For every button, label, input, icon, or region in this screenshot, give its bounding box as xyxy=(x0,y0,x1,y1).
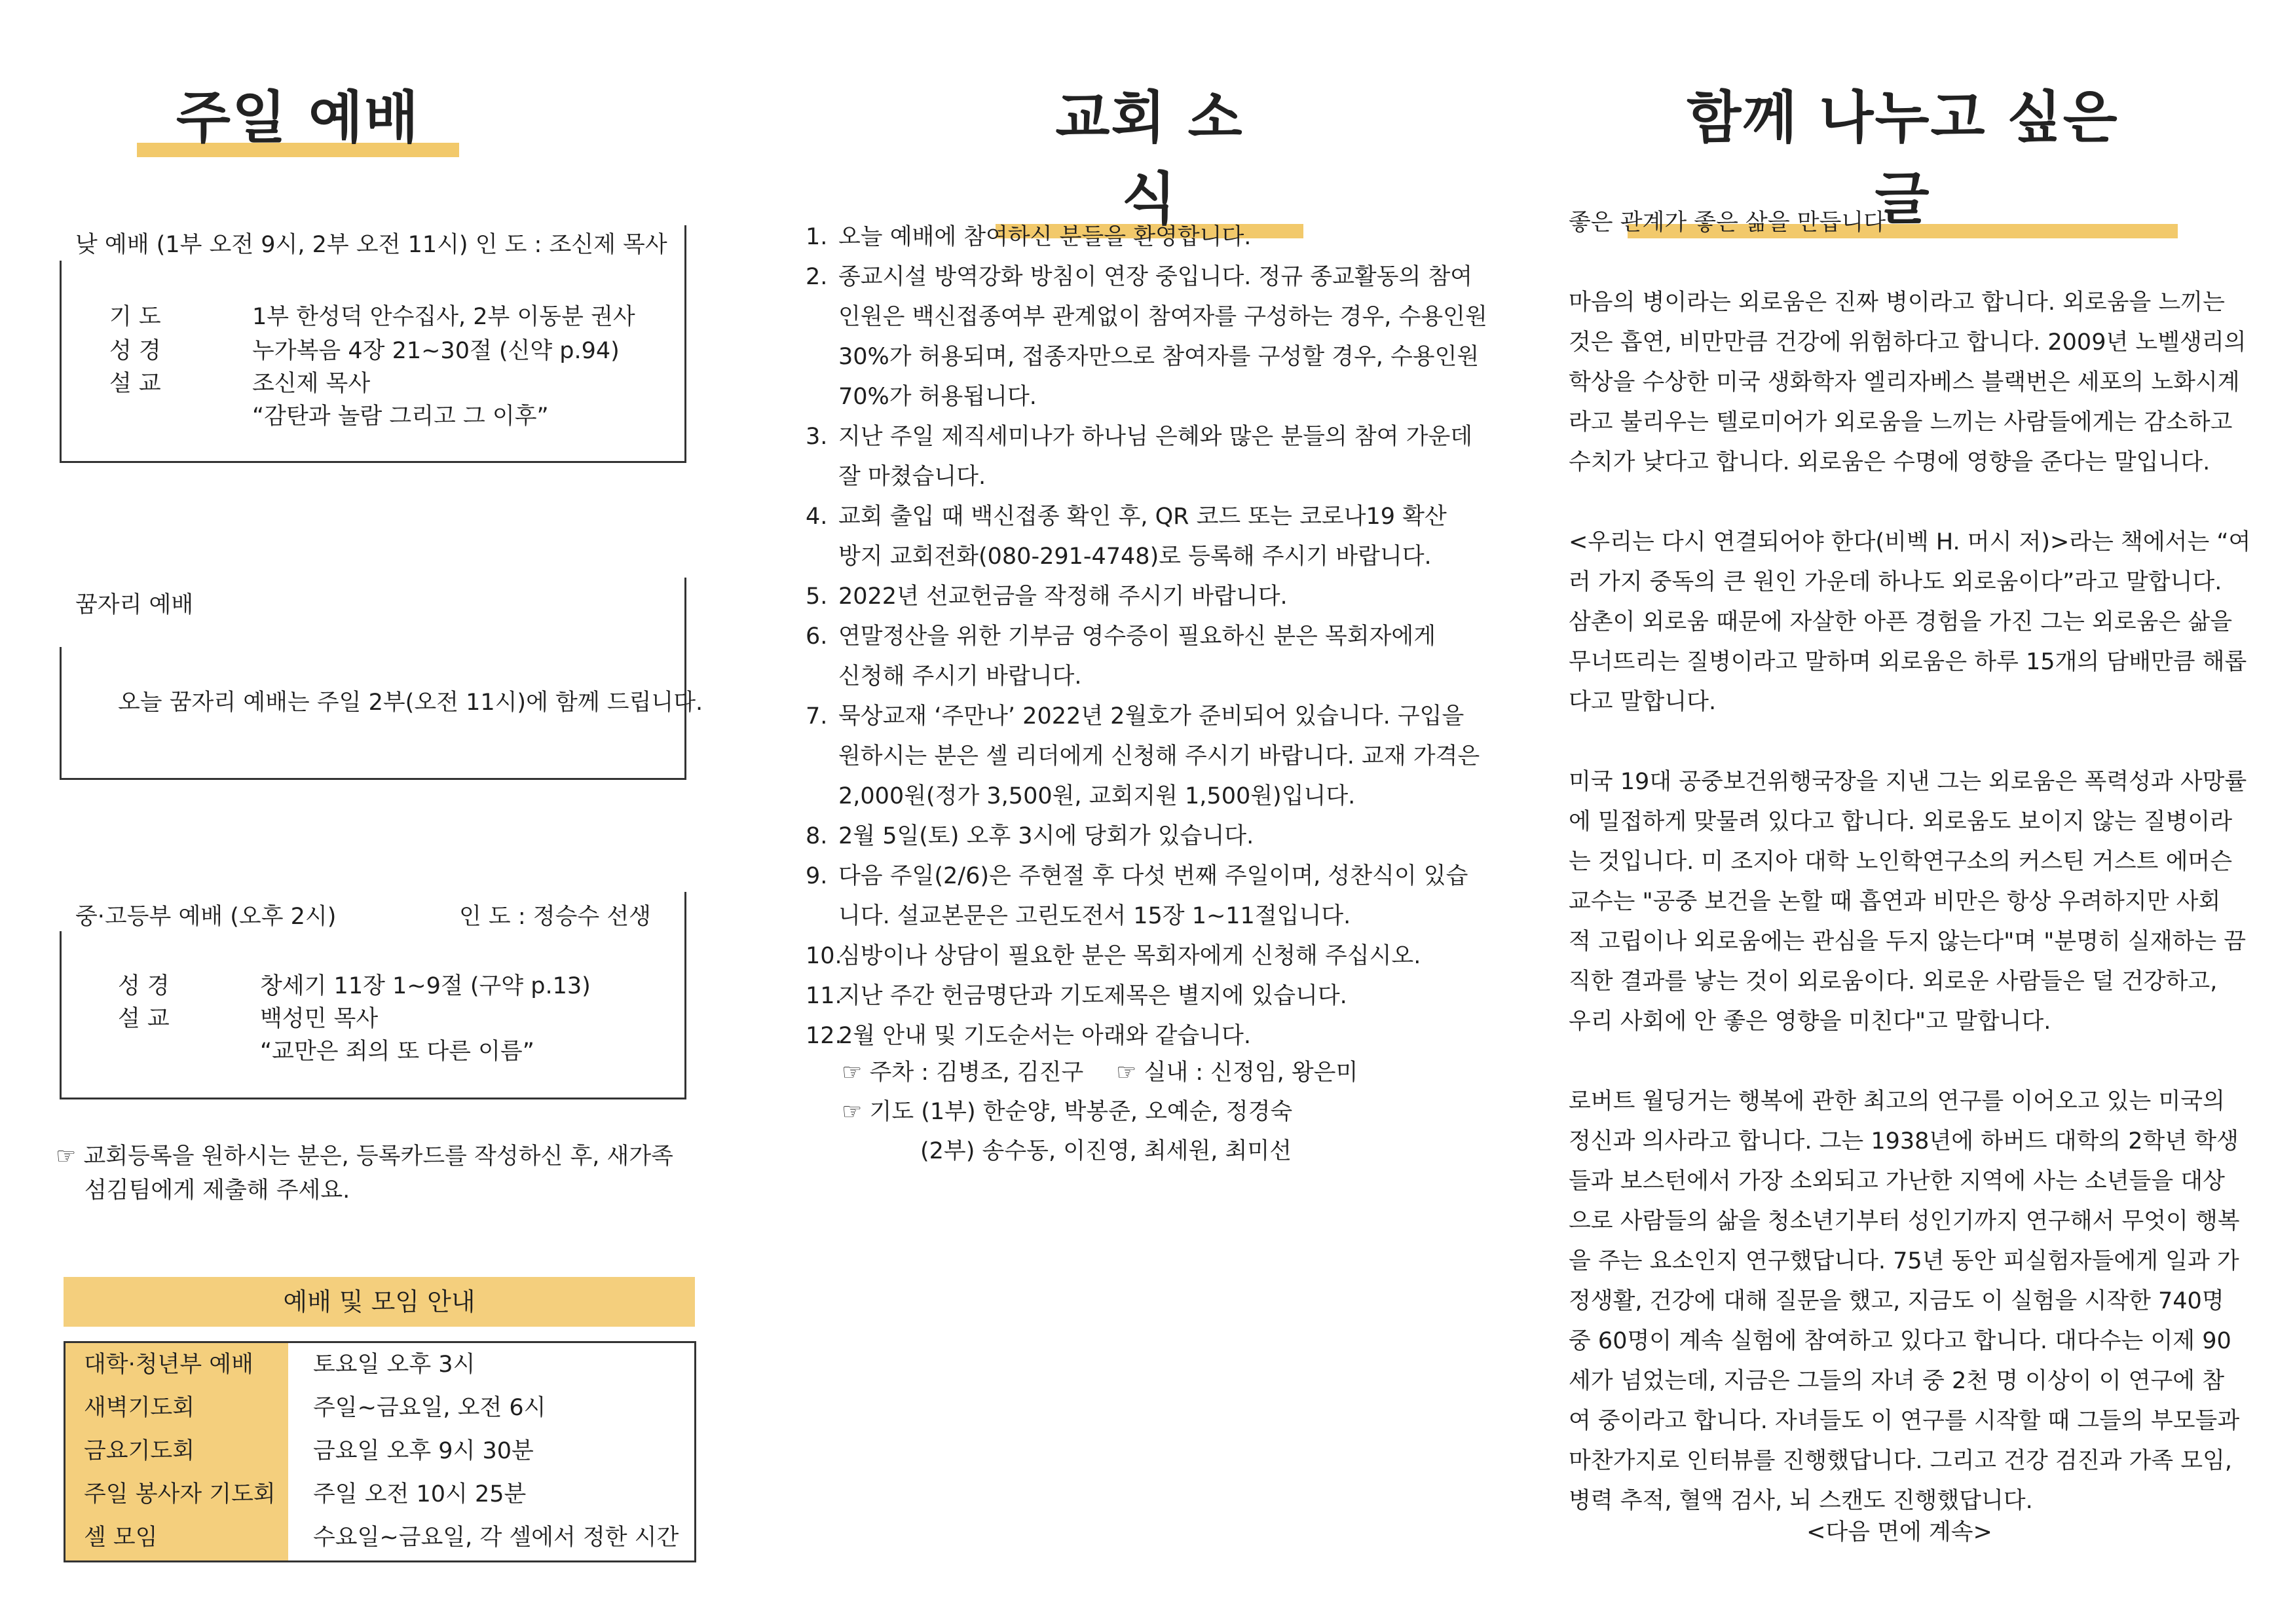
list-item xyxy=(806,936,1493,976)
guide-value: 주일~금요일, 오전 6시 xyxy=(313,1395,546,1421)
guide-title: 예배 및 모임 안내 xyxy=(64,1277,695,1327)
essay-line: 정신과 의사라고 합니다. 그는 1938년에 하버드 대학의 2학년 학생 xyxy=(1569,1128,2239,1154)
news-heading: 교회 소식 xyxy=(996,72,1303,234)
list-item-number: 10. xyxy=(806,943,842,969)
list-item-line xyxy=(806,257,1493,297)
list-item-number: 9. xyxy=(806,863,828,889)
list-item-line xyxy=(806,417,1493,457)
essay-line: 학상을 수상한 미국 생화학자 엘리자베스 블랙번은 세포의 노화시계 xyxy=(1569,369,2240,396)
list-item-line xyxy=(806,497,1493,537)
essay-paragraph xyxy=(1569,1082,2240,1521)
list-item-number: 4. xyxy=(806,504,828,530)
essay-line: 세가 넘었는데, 지금은 그들의 자녀 중 2천 명 이상이 이 연구에 참 xyxy=(1569,1368,2225,1394)
essay-line: 마음의 병이라는 외로움은 진짜 병이라고 합니다. 외로움을 느끼는 xyxy=(1569,289,2225,316)
guide-key: 주일 봉사자 기도회 xyxy=(84,1481,276,1507)
list-item-line: 70%가 허용됩니다. xyxy=(838,384,1037,410)
essay-paragraph xyxy=(1569,523,2251,722)
essay-line: 교수는 "공중 보건을 논할 때 흡연과 비만은 항상 우려하지만 사회 xyxy=(1569,889,2221,915)
list-item-text: 연말정산을 위한 기부금 영수증이 필요하신 분은 목회자에게 xyxy=(838,623,1436,650)
essay-line: 삼촌이 외로움 때문에 자살한 아픈 경험을 가진 그는 외로움은 삶을 xyxy=(1569,609,2233,635)
list-item-line xyxy=(806,217,1493,257)
essay-line: 로버트 월딩거는 행복에 관한 최고의 연구를 이어오고 있는 미국의 xyxy=(1569,1088,2225,1115)
essay-line: 수치가 낮다고 합니다. 외로움은 수명에 영향을 준다는 말입니다. xyxy=(1569,449,2211,475)
youth-sermon-label: 설 교 xyxy=(118,1006,170,1032)
prayer-label: 기 도 xyxy=(109,304,161,330)
list-item-line: 30%가 허용되며, 접종자만으로 참여자를 구성할 경우, 수용인원 xyxy=(838,344,1480,370)
list-item-number: 8. xyxy=(806,823,828,849)
list-item xyxy=(806,617,1493,697)
guide-value: 수요일~금요일, 각 셀에서 정한 시간 xyxy=(313,1524,679,1551)
table-row xyxy=(65,1516,694,1559)
list-item-text: 2월 5일(토) 오후 3시에 당회가 있습니다. xyxy=(838,823,1254,849)
list-item-number: 1. xyxy=(806,224,828,250)
list-item-line xyxy=(806,617,1493,657)
list-item-text: 2022년 선교헌금을 작정해 주시기 바랍니다. xyxy=(838,583,1288,610)
list-item xyxy=(806,817,1493,857)
list-item xyxy=(806,497,1493,577)
list-item-text: 다음 주일(2/6)은 주현절 후 다섯 번째 주일이며, 성찬식이 있습 xyxy=(838,863,1468,889)
essay-paragraph xyxy=(1569,283,2247,483)
list-item-text: 종교시설 방역강화 방침이 연장 중입니다. 정규 종교활동의 참여 xyxy=(838,264,1473,290)
duty-prayer-2: (2부) 송수동, 이진영, 최세원, 최미선 xyxy=(920,1138,1292,1164)
list-item-number: 7. xyxy=(806,703,828,729)
list-item-text: 심방이나 상담이 필요한 분은 목회자에게 신청해 주십시오. xyxy=(838,943,1421,969)
list-item-number: 6. xyxy=(806,623,828,650)
youth-service-title: 중·고등부 예배 (오후 2시) xyxy=(75,904,337,930)
prayer-value: 1부 한성덕 안수집사, 2부 이동분 권사 xyxy=(252,304,635,330)
table-row xyxy=(65,1386,694,1430)
sermon-label: 설 교 xyxy=(109,371,161,397)
essay-line: 적 고립이나 외로움에는 관심을 두지 않는다"며 "분명히 실재하는 끔 xyxy=(1569,929,2247,955)
guide-key: 금요기도회 xyxy=(84,1438,195,1464)
essay-line: 으로 사람들의 삶을 청소년기부터 성인기까지 연구해서 무엇이 행복 xyxy=(1569,1208,2240,1234)
table-row xyxy=(65,1343,694,1386)
list-item-text: 묵상교재 ‘주만나’ 2022년 2월호가 준비되어 있습니다. 구입을 xyxy=(838,703,1465,729)
youth-scripture-label: 성 경 xyxy=(118,973,170,999)
kids-service-text: 오늘 꿈자리 예배는 주일 2부(오전 11시)에 함께 드립니다. xyxy=(118,690,703,716)
essay-line: 미국 19대 공중보건위행국장을 지낸 그는 외로움은 폭력성과 사망률 xyxy=(1569,769,2247,795)
youth-sermon-title: “교만은 죄의 또 다른 이름” xyxy=(260,1039,534,1065)
list-item xyxy=(806,857,1493,936)
list-item-number: 11. xyxy=(806,983,842,1009)
essay-line: 들과 보스턴에서 가장 소외되고 가난한 지역에 사는 소년들을 대상 xyxy=(1569,1168,2225,1194)
duty-indoor: ☞ 실내 : 신정임, 왕은미 xyxy=(1116,1060,1358,1086)
list-item-line: 방지 교회전화(080-291-4748)로 등록해 주시기 바랍니다. xyxy=(838,544,1432,570)
guide-table xyxy=(64,1341,696,1562)
essay-line: <우리는 다시 연결되어야 한다(비벡 H. 머시 저)>라는 책에서는 “여 xyxy=(1569,529,2251,555)
list-item-text: 지난 주일 제직세미나가 하나님 은혜와 많은 분들의 참여 가운데 xyxy=(838,424,1473,450)
essay-line: 에 밀접하게 맞물려 있다고 합니다. 외로움도 보이지 않는 질병이라 xyxy=(1569,809,2233,835)
list-item-line: 원하시는 분은 셀 리더에게 신청해 주시기 바랍니다. 교재 가격은 xyxy=(838,743,1480,769)
list-item xyxy=(806,1016,1493,1056)
list-item-line: 2,000원(정가 3,500원, 교회지원 1,500원)입니다. xyxy=(838,783,1356,809)
table-row xyxy=(65,1473,694,1516)
essay-line: 무너뜨리는 질병이라고 말하며 외로움은 하루 15개의 담배만큼 해롭 xyxy=(1569,649,2247,675)
list-item xyxy=(806,697,1493,817)
essay-line: 병력 추적, 혈액 검사, 뇌 스캔도 진행했답니다. xyxy=(1569,1488,2033,1514)
essay-line: 것은 흡연, 비만만큼 건강에 위험하다고 합니다. 2009년 노벨생리의 xyxy=(1569,329,2247,356)
list-item-line xyxy=(806,857,1493,896)
registration-note-line1: ☞ 교회등록을 원하시는 분은, 등록카드를 작성하신 후, 새가족 xyxy=(56,1143,673,1170)
list-item-line xyxy=(806,577,1493,617)
list-item-line: 잘 마쳤습니다. xyxy=(838,464,986,490)
essay-line: 러 가지 중독의 큰 원인 가운데 하나도 외로움이다”라고 말합니다. xyxy=(1569,569,2222,595)
list-item xyxy=(806,217,1493,257)
guide-key: 새벽기도회 xyxy=(84,1395,195,1421)
essay-subtitle: 좋은 관계가 좋은 삶을 만듭니다 xyxy=(1569,210,1886,236)
youth-scripture-value: 창세기 11장 1~9절 (구약 p.13) xyxy=(260,973,591,999)
list-item-number: 3. xyxy=(806,424,828,450)
table-row xyxy=(65,1430,694,1473)
guide-key: 대학·청년부 예배 xyxy=(84,1352,253,1378)
list-item-line xyxy=(806,976,1493,1016)
list-item-text: 교회 출입 때 백신접종 확인 후, QR 코드 또는 코로나19 확산 xyxy=(838,504,1447,530)
essay-body xyxy=(1569,283,2251,1521)
paragraph-gap xyxy=(1569,1042,2230,1082)
essay-paragraph xyxy=(1569,762,2247,1042)
essay-line: 는 것입니다. 미 조지아 대학 노인학연구소의 커스틴 거스트 에머슨 xyxy=(1569,849,2233,875)
essay-line: 라고 불리우는 텔로미어가 외로움을 느끼는 사람들에게는 감소하고 xyxy=(1569,409,2233,435)
list-item xyxy=(806,257,1493,417)
list-item-line xyxy=(806,817,1493,857)
essay-line: 중 60명이 계속 실험에 참여하고 있다고 합니다. 대다수는 이제 90 xyxy=(1569,1328,2231,1354)
preacher-value: 조신제 목사 xyxy=(252,371,371,397)
day-service-title: 낮 예배 (1부 오전 9시, 2부 오전 11시) 인 도 : 조신제 목사 xyxy=(75,232,667,258)
essay-line: 우리 사회에 안 좋은 영향을 미친다"고 말합니다. xyxy=(1569,1008,2051,1035)
list-item-line: 신청해 주시기 바랍니다. xyxy=(838,663,1082,690)
list-item xyxy=(806,577,1493,617)
list-item-line xyxy=(806,1016,1493,1056)
essay-line: 마찬가지로 인터뷰를 진행했답니다. 그리고 건강 검진과 가족 모임, xyxy=(1569,1448,2233,1474)
list-item-line xyxy=(806,697,1493,737)
essay-line: 정생활, 건강에 대해 질문을 했고, 지금도 이 실험을 시작한 740명 xyxy=(1569,1288,2224,1314)
essay-line: 여 중이라고 합니다. 자녀들도 이 연구를 시작할 때 그들의 부모들과 xyxy=(1569,1408,2240,1434)
list-item-text: 2월 안내 및 기도순서는 아래와 같습니다. xyxy=(838,1023,1251,1049)
duty-parking: ☞ 주차 : 김병조, 김진구 xyxy=(842,1060,1084,1086)
list-item-line: 인원은 백신접종여부 관계없이 참여자를 구성하는 경우, 수용인원 xyxy=(838,304,1487,330)
guide-value: 주일 오전 10시 25분 xyxy=(313,1481,527,1507)
list-item-number: 2. xyxy=(806,264,828,290)
list-item xyxy=(806,417,1493,497)
guide-value: 금요일 오후 9시 30분 xyxy=(313,1438,534,1464)
guide-key: 셀 모임 xyxy=(84,1524,158,1551)
list-item-line xyxy=(806,936,1493,976)
kids-service-title: 꿈자리 예배 xyxy=(75,592,194,618)
list-item-number: 5. xyxy=(806,583,828,610)
essay-line: 을 주는 요소인지 연구했답니다. 75년 동안 피실험자들에게 일과 가 xyxy=(1569,1248,2239,1274)
list-item-text: 오늘 예배에 참여하신 분들을 환영합니다. xyxy=(838,224,1252,250)
paragraph-gap xyxy=(1569,483,2230,523)
news-list xyxy=(806,217,1493,1056)
scripture-value: 누가복음 4장 21~30절 (신약 p.94) xyxy=(252,338,620,364)
sermon-title: “감탄과 놀람 그리고 그 이후” xyxy=(252,403,549,430)
list-item xyxy=(806,976,1493,1016)
scripture-label: 성 경 xyxy=(109,338,161,364)
list-item-number: 12. xyxy=(806,1023,842,1049)
youth-preacher-value: 백성민 목사 xyxy=(260,1006,379,1032)
list-item-text: 지난 주간 헌금명단과 기도제목은 별지에 있습니다. xyxy=(838,983,1347,1009)
essay-heading: 함께 나누고 싶은 글 xyxy=(1628,72,2178,234)
guide-value: 토요일 오후 3시 xyxy=(313,1352,476,1378)
paragraph-gap xyxy=(1569,722,2230,762)
duty-prayer-1: ☞ 기도 (1부) 한순양, 박봉준, 오예순, 정경숙 xyxy=(842,1099,1293,1125)
sunday-heading: 주일 예배 xyxy=(56,72,540,153)
youth-service-leader: 인 도 : 정승수 선생 xyxy=(459,904,651,930)
essay-line: 다고 말합니다. xyxy=(1569,689,1717,715)
continued-note: <다음 면에 계속> xyxy=(1806,1519,1992,1545)
registration-note-line2: 섬김팀에게 제출해 주세요. xyxy=(84,1177,350,1204)
list-item-line: 니다. 설교본문은 고린도전서 15장 1~11절입니다. xyxy=(838,903,1351,929)
essay-line: 직한 결과를 낳는 것이 외로움이다. 외로운 사람들은 덜 건강하고, xyxy=(1569,969,2218,995)
